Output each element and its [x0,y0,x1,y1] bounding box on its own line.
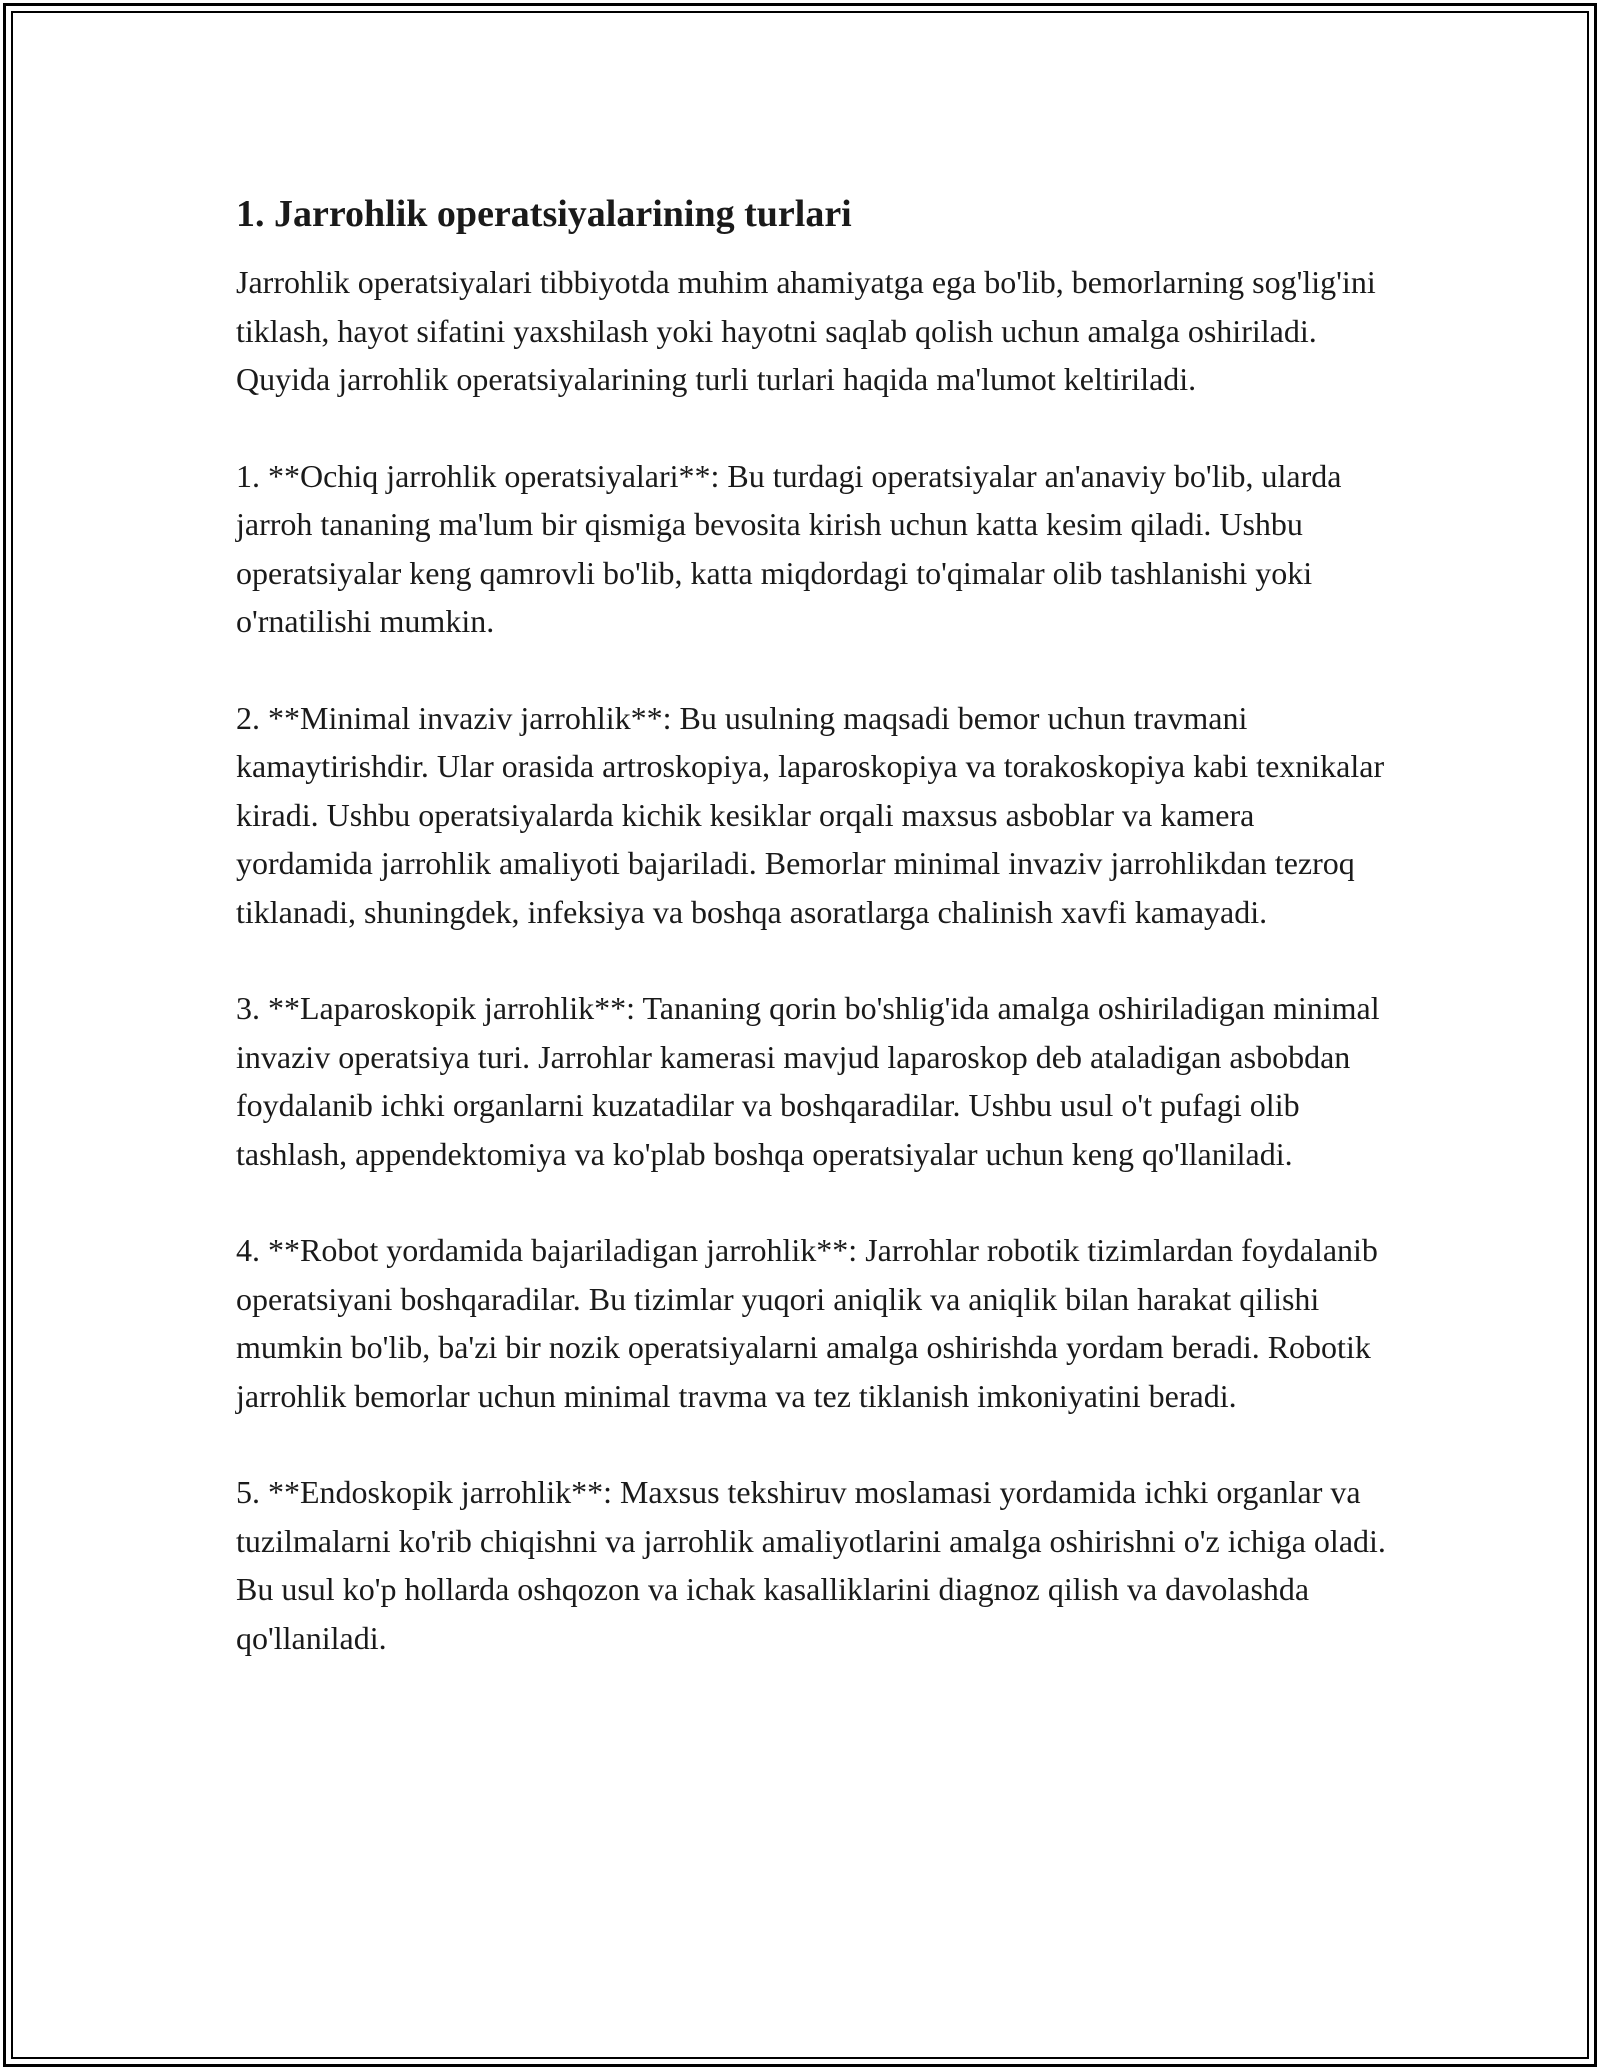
paragraph-endoscopic: 5. **Endoskopik jarrohlik**: Maxsus tekshiruv moslamasi yordamida ichki organlar va tuzilmalarni ko'rib chiqishni va jarrohlik amaliyotlarini amalga oshirishni o'z ichiga oladi. Bu usul ko'p hollarda oshqozon va ichak kasalliklarini diagnoz qilish va davolashda qo'llaniladi. [236,1474,1386,1656]
document-page [236,190,1396,1662]
paragraph-robotic: 4. **Robot yordamida bajariladigan jarrohlik**: Jarrohlar robotik tizimlardan foydalanib operatsiyani boshqaradilar. Bu tizimlar yuqori aniqlik va aniqlik bilan harakat qilishi mumkin bo'lib, ba'zi bir nozik operatsiyalarni amalga oshirishda yordam beradi. Robotik jarrohlik bemorlar uchun minimal travma va tez tiklanish imkoniyatini beradi. [236,1232,1378,1414]
paragraph-laparoscopic: 3. **Laparoskopik jarrohlik**: Tananing qorin bo'shlig'ida amalga oshiriladigan minimal invaziv operatsiya turi. Jarrohlar kamerasi mavjud laparoskop deb ataladigan asbobdan foydalanib ichki organlarni kuzatadilar va boshqaradilar. Ushbu usul o't pufagi olib tashlash, appendektomiya va ko'plab boshqa operatsiyalar uchun keng qo'llaniladi. [236,990,1380,1172]
paragraph-open-surgery: 1. **Ochiq jarrohlik operatsiyalari**: Bu turdagi operatsiyalar an'anaviy bo'lib, ularda jarroh tananing ma'lum bir qismiga bevosita kirish uchun katta kesim qiladi. Ushbu operatsiyalar keng qamrovli bo'lib, katta miqdordagi to'qimalar olib tashlanishi yoki o'rnatilishi mumkin. [236,457,1342,639]
intro-paragraph: Jarrohlik operatsiyalari tibbiyotda muhim ahamiyatga ega bo'lib, bemorlarning sog'lig'ini tiklash, hayot sifatini yaxshilash yoki hayotni saqlab qolish uchun amalga oshiriladi. Quyida jarrohlik operatsiyalarining turli turlari haqida ma'lumot keltiriladi. [236,264,1376,397]
section-heading: 1. Jarrohlik operatsiyalarining turlari [236,193,852,235]
paragraph-minimally-invasive: 2. **Minimal invaziv jarrohlik**: Bu usulning maqsadi bemor uchun travmani kamaytirishdir. Ular orasida artroskopiya, laparoskopiya va torakoskopiya kabi texnikalar kiradi. Ushbu operatsiyalarda kichik kesiklar orqali maxsus asboblar va kamera yordamida jarrohlik amaliyoti bajariladi. Bemorlar minimal invaziv jarrohlikdan tezroq tiklanadi, shuningdek, infeksiya va boshqa asoratlarga chalinish xavfi kamayadi. [236,699,1385,930]
